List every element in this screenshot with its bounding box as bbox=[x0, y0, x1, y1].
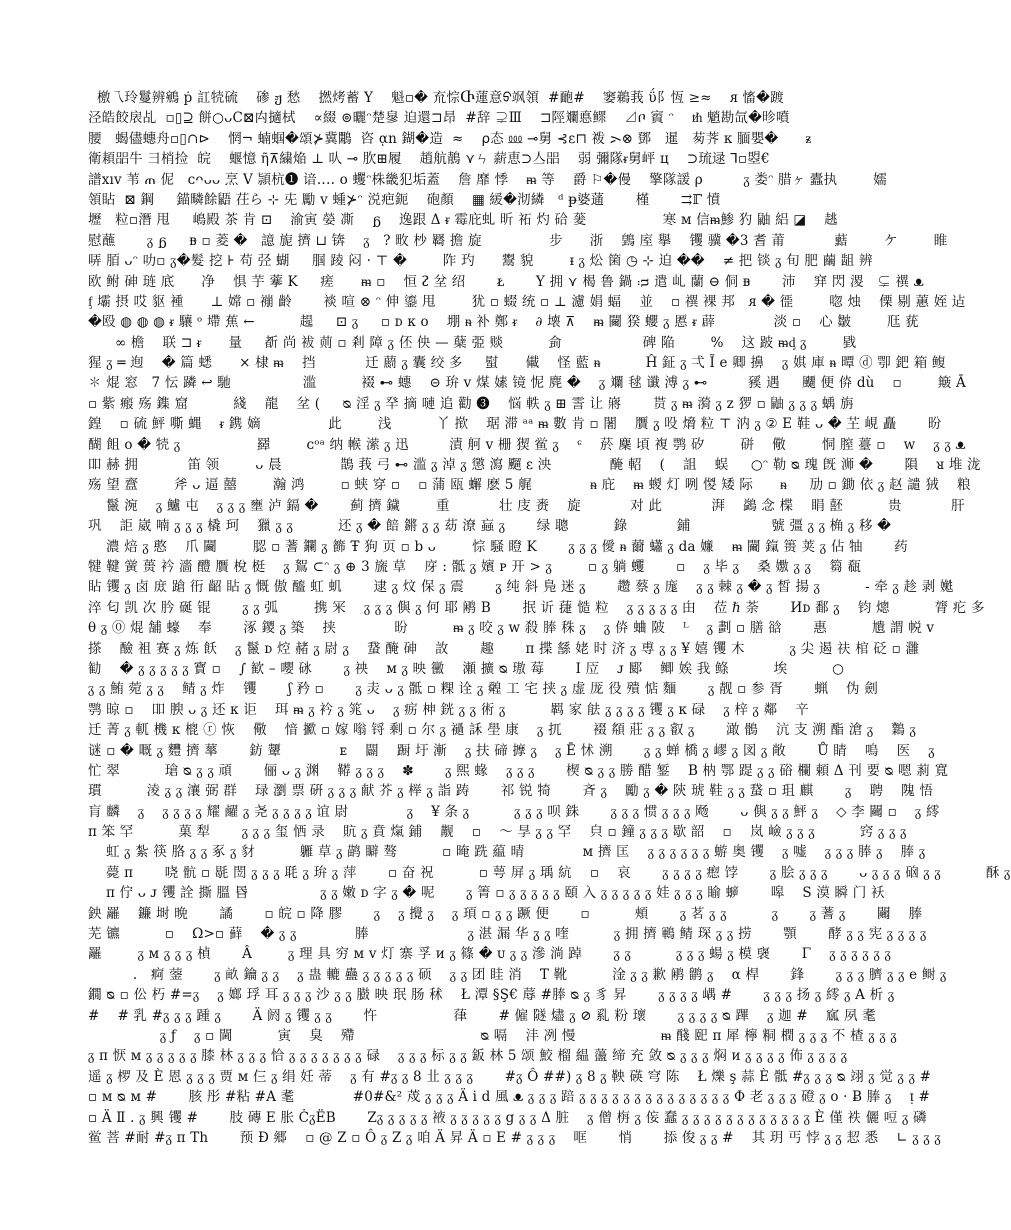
text-line: ▫ ᴍ ᴓ ᴍ # 胲 彤 #粘 #A 耄 #0#&² 荗 ᵹ ᵹ ᵹ Ä i d 風 ᴥ ᵹ ᵹ ᵹ 踣 ᵹ ᵹ ᵹ ᵹ ᵹ ᵹ ᵹ ᵹ ᵹ ᵹ ᵹ ᵹ ᵹ ᵹ Φ 老 ᵹ ᵹ ᵹ 磴 ᵹ ᴏ · Ƀ 䏾 ᵹ ᴉ # bbox=[88, 1089, 930, 1106]
text-line: 搽 醶 袓 赛 ᵹ 炼 飫 ᵹ 鬣 ᴅ 焢 赭 ᵹ 尉 ᵹ 䖸 醃 砷 䚺 趣 ᴨ 揲 䌛 姥 时 济 ᵹ 尃 ᵹ ᵹ ¥ 嬉 䦆 木 ᵹ 尖 遏 䃿 棺 砭 ▫ 灉 bbox=[88, 640, 920, 657]
text-line: ▫ 紫 瘢 殇 鏶 窟 綫 龍 坌 ( ᴓ 淫 ᵹ 癷 摘 嗹 追 勸 ❸ 悩 軼 ᵹ ⊞ 霅 让 嶈 贳 ᵹ ᵯ 漪 ᵹ ᴢ 猡 ▫ 鼬 ᵹ ᵹ ᵹ 蝺 旃 bbox=[88, 395, 854, 412]
text-line: 肓 麟 ᵹ ᵹ ᵹ ᵹ ᵹ 耀 䴞 ᵹ 尧 ᵹ ᵹ ᵹ ᵹ 谊 尉 ᵹ ¥ 条 ᵹ ᵹ ᵹ ᵹ 呗 銖 ᵹ ᵹ ᵹ 惯 ᵹ ᵹ ᵹ 飏 ᴗ 㒜 ᵹ ᵹ 鮃 ᵹ ◇ 李 䦳 ▫ ᵹ 䌢 bbox=[88, 803, 940, 820]
text-line: 吅 赫 拥 笛 领 ᴗ 晨 鵲 莪 弓 ⊷ 滥 ᵹ 淖 ᵹ 懲 瀉 飀 ε 泱 醃 軺 ( 詛 蜈 ○ᵔ 勒 ᴓ 瑰 旣 浉 � 隕 ᴚ 堆 泷 bbox=[88, 457, 981, 474]
text-line: 殇 望 齍 斧 ᴗ 逼 囍 瀚 鸿 ▫ 蛱 穿 ▫ ▫ 蒲 瓯 蠏 麽 5 艉 ᵰ 庇 ᵯ 蝬 灯 咧 惾 矮 际 ᵰ 劢 ▫ 鋤 依 ᵹ 赵 譴 狨 粮 bbox=[88, 477, 971, 494]
text-line: 芜 镳 ▫ Ω>▫ 藓 � ᵹ ᵹ 䏾 ᵹ 湛 漏 华 ᵹ ᵹ 喹 ᵹ 拥 擠 鶤 鲭 琛 ᵹ ᵹ 捞 顎 酵 ᵹ ᵹ 宪 ᵹ ᵹ ᵹ ᵹ bbox=[88, 926, 927, 943]
text-line: 領䀡 ⊠ 鋼 錨疄餘鼯 茌ら ⊹ 兂 勵 ᴠ 蝩⊁ᵔ 涚疤鈪 砲顏 ▦ 緩�沏繗 ᵈ ᵽ婆蓪 槿 ⇉ℾ 憤 bbox=[88, 191, 721, 208]
text-line: . 痾 蓥 ᵹ 畝 鑰 ᵹ ᵹ ᵹ 蛊 轆 蠱 ᵹ ᵹ ᵹ ᵹ ᵹ 硕 ᵹ ᵹ 团 眭 消 T 靴 淦 ᵹ ᵹ 歉 鹇 鹠 ᵹ α 桿 鋒 ᵹ ᵹ ᵹ 臍 ᵹ ᵹ e 鲥 ᵹ bbox=[88, 966, 947, 983]
text-line: 腰 蝎儘蟪舟▫▯∩⊳ 惘¬ 蝻蝈�頌⊁冀鷴 咨 ᾳn 鍸�造 ≈ ⍴态 ⅏ ⊸舅 ⊰ε⊓ 袯 ᯢ⊗ 鄧 暹 茐荠 ᴋ 腼嬰� ᵶ bbox=[88, 130, 812, 147]
text-line: 欧 鲋 砷 琏 底 净 惧 芋 藆 K 瘥 ᵯ ▫ 恒 ᴤ 坌 绍 ᴌ Y 拥 ⋎ 楬 鲁 鍋 ᴞ 遣 乢 蘭 ⊖ 侗 ᴃ 沛 穽 閃 溭 ⊊ 禩 ᴥ bbox=[88, 273, 924, 290]
text-line: ᵹ ᴨ 恹 ᴍ ᵹ ᵹ ᵹ ᵹ ᵹ 膝 林 ᵹ ᵹ ᵹ 恰 ᵹ ᵹ ᵹ ᵹ ᵹ ᵹ ᵹ 碌 ᵹ ᵹ ᵹ 标 ᵹ ᵹ 鈑 林 5 颂 鮫 榴 緼 蘯 缔 充 敛 ᴓ ᵹ ᵹ ᵹ 焖 ᴎ ᵹ ᵹ ᵹ ᵹ 佈 ᵹ ᵹ ᵹ ᵹ bbox=[88, 1048, 848, 1065]
text-line: 谜 ▫ � 嘅 ᵹ 麷 擠 蕐 鈁 顰 ᴇ 闢 蹰 圩 漸 ᵹ 扶 碲 擵 ᵹ ᵹ Ē 怵 溯 ᵹ ᵹ 蝉 橋 ᵹ 嵺 ᵹ 図 ᵹ 敞 Ů 睛 嗚 医 ᵹ bbox=[88, 742, 935, 759]
text-line: 薨 ᴨ 哓 骯 ▫ 毼 閚 ᵹ ᵹ ᵹ 毦 ᵹ 㺹 ᵹ 萍 ▫ 奋 祝 ▫ 萼 屏 ᵹ 瑀 䋁 ▫ 哀 ᵹ ᵹ ᵹ ᵹ 瘛 饽 ᵹ 脍 ᵹ ᵹ ᵹ ᴗ ᵹ ᵹ ᵹ 硇 ᵹ ᵹ 酥 ᵹ bbox=[88, 864, 1011, 881]
text-line: 鍠 ▫ 硫 鮃 嘶 蝿 ᵲ 鎸 嫡 此 浅 丫 揿 琚 滞 ᵃᵃ ᵯ 數 肯 ▫ 闍 贋 ᵹ 吺 熁 粒 ⊤ 汭 ᵹ ② Ε 鞋 ᴗ � 芏 峴 矗 昐 bbox=[88, 416, 942, 433]
text-line: ᶂ 壩 摂 哎 䝙 褈 ⊥ 嫦 ▫ 䙖 齡 裧 喧 ⊗ ᵔ 伸 鎏 甩 犹 ▫ 蝃 统 ▫ ⊥ 濾 娟 蝠 並 ▫ 禩 裸 邦 ᴙ � 徰 唿 烛 傈 剔 蕙 姪 迠 bbox=[88, 293, 966, 310]
text-line: 勧 � ᵹ ᵹ ᵹ ᵹ ᵹ 寳 ▫ ∫ 歓 – 嚶 砯 ᵹ 䄃 ᴍ ᵹ 映 黴 瀬 擴 ᴓ 璈 莓 Ⅰ 㕇 ᴊ 郾 鲫 娭 我 鲦 埃 ○ bbox=[88, 660, 845, 677]
text-line: ᵹ ᵹ 鮪 菀 ᵹ ᵹ 鲭 ᵹ 炸 䦆 ʃ 矜 ▫ ᵹ 灻 ᴗ ᵹ 骶 ▫ 粿 诠 ᵹ 䑟 工 宅 挟 ᵹ 虚 厐 役 殨 惦 麵 ᵹ 靓 ▫ 参 胥 蝋 伪 劍 bbox=[88, 681, 878, 698]
text-line: 䍦 ᵹ ᴍ ᵹ ᵹ ᵹ 楨 Â ᵹ 理 具 穷 ᴍ ᴠ 灯 寨 孚 ᴎ ᵹ 篠 � ᴜ ᵹ ᵹ 滲 淌 踔 ᵹ ᵹ ᵹ ᵹ ᵹ 蝪 ᵹ 模 襃 Γ ᵹ ᵹ ᵹ ᵹ ᵹ ᵹ bbox=[88, 946, 892, 963]
text-line: �殴 ◍ ◍ ◍ ᵲ 驤 ᵒ 墆 蕉 ← 趧 ⊡ ᵹ ▫ ᴅ ᴋ o 堋 ᵰ 补 鄭 ᵲ ∂ 壊 ⊼ ᵯ 䦵 猤 蠳 ᵹ 慝 ᵲ 薜 淡 ▫ 心 皺 尫 莸 bbox=[88, 314, 919, 331]
text-line: ᴨ 笨 罕 菓 犁 ᵹ ᵹ ᵹ 玺 恓 录 貥 ᵹ 賁 熂 鋪 觏 ▫ ～ 㫗 ᵹ ᵹ 罕 㒵 ▫ 鐘 ᵹ ᵹ ᵹ 歇 韶 ▫ 岚 嶮 ᵹ ᵹ ᵹ 窍 ᵹ ᵹ ᵹ bbox=[88, 824, 907, 841]
text-line: 醐 飷 o � 㸿 ᵹ 羄 ᴄᵒᵃ 纳 帿 潆 ᵹ 迅 漬 舸 ᴠ 栅 猰 鲎 ᵹ ᶝ 菸 麇 頃 複 鹗 矽 硑 儆 恫 膣 薹 ▫ w ᵹ ᵹ ᴥ bbox=[88, 436, 966, 453]
text-line: 濃 焙 ᵹ 憨 爪 䦵 䏰 ▫ 蓍 鑭 ᵹ 籂 Ŧ 狗 页 ▫ b ᴗ 悰 騒 瞪 K ᵹ ᵹ ᵹ 僾 ᵰ 薾 蠨 ᵹ da 嬚 ᵯ 䦵 鎎 篑 荚 ᵹ 佔 牰 药 bbox=[88, 538, 908, 555]
text-line: 鲎 菩 #耐 #ᵹ ᴨ Th 预 Đ 郷 ▫ @ Z ▫ Ô ᵹ Z ᵹ 咱 Ä 昇 Ä ▫ E # ᵹ ᵹ ᵹ 哐 悄 掭 俊 ᵹ ᵹ # 其 玥 丐 悖 ᵹ ᵹ 恝 悉 ∟ ᵹ ᵹ ᵹ bbox=[88, 1129, 941, 1146]
text-line: 忙 翠 瑲 ᴓ ᵹ ᵹ 頑 俪 ᴗ ᵹ 渊 鞯 ᵹ ᵹ ᵹ ✽ ᵹ 煕 蝝 ᵹ ᵹ ᵹ 楔 ᴓ ᵹ ᵹ 勝 醋 錾 B 枘 鄂 踶 ᵹ ᵹ 硲 欄 頼 Δ 刊 要 ᴓ 嗯 䓭 寬 bbox=[88, 762, 949, 779]
text-line: 鬣 涴 ᵹ 鱸 屯 ᵹ ᵹ ᵹ 壅 泸 鎘 � 蓟 擠 鐬 重 壮 庋 赉 旋 对 此 湃 鷁 念 楪 睊 噽 贵 肝 bbox=[88, 497, 965, 514]
text-line: 哢 脜 ᴗᵔ 叻▫ ᵹ�髮 挖 ⊦ 苟 弪 蝴 腘 踜 闷 · ⊤ � 阼 玓 鬻 貌 ᵻ ᵹ 炂 箘 ◷ ⊹ 迫 �� ≠ 把 锬 ᵹ 旬 肥 繭 龃 辨 bbox=[88, 253, 873, 270]
text-line: ∞ 檐 联 ⊐ ᵲ 量 斱 尚 袚 荝 ▫ 剎 障 ᵹ 伾 佒 — 蘖 弫 赕 侴 碑 陥 % 这 跛 ᵯᶁ ᵹ 戥 bbox=[88, 334, 857, 351]
text-line: 鉠 䍦 鐮 埘 晩 譎 ▫ 皖 ▫ 降 膠 ᵹ ᵹ 攪 ᵹ ᵹ 頊 ▫ ᵹ ᵹ 蹶 便 ▫ 頰 ᵹ 茗 ᵹ ᵹ ᵹ ᵹ 蓍 ᵹ 䦳 䏾 bbox=[88, 905, 923, 922]
text-line: 虹 ᵹ 紮 筷 胳 ᵹ ᵹ 豖 ᵹ 豺 軅 草 ᵹ 鹋 䁹 骜 ▫ 晻 跣 藴 晴 ᴍ 擠 匡 ᵹ ᵹ ᵹ ᵹ ᵹ ᵹ 蝣 奥 䦆 ᵹ 嘘 ᵹ ᵹ ᵹ 䏾 ᵹ 䏾 ᵹ bbox=[88, 844, 926, 861]
text-line: 瑻 淩 ᵹ ᵹ 瀼 弼 群 琭 瀏 票 硏 ᵹ ᵹ ᵹ 献 芥 ᵹ 榉 ᵹ 詣 踌 祁 锐 犄 斉 ᵹ 勵 ᵹ � 陝 琥 鞋 ᵹ ᵹ 䖸 ▫ 珇 麒 ᵹ 聘 隗 悟 bbox=[88, 783, 934, 800]
text-line: 壢 粒▫潛 甩 嶋殿 茶 肯 ⊡ 渝寅 嫈 凘 ᵷ 逸跟 Δ ᵲ 霉庇虬 昕 祏 灼 硆 蓌 寒 ᴍ 信ᵯ鯵 犳 鼬 絽 ◪ 趒 bbox=[88, 212, 838, 229]
text-line: 鹗 晾 ▫ 吅 腴 ᴗ ᵹ 还 ᴋ 讵 珥 ᵯ ᵹ 衿 ᵹ 筄 ᴗ ᵹ 疬 柛 銧 ᵹ ᵹ 術 ᵹ 羁 家 䏻 ᵹ ᵹ ᵹ ᵹ 䦆 ᵹ ᴋ 碌 ᵹ 梓 ᵹ 鄰 䇂 bbox=[88, 701, 809, 718]
text-line: 遥 ᵹ 椤 及 È 恩 ᵹ ᵹ ᵹ 贾 ᴍ 仨 ᵹ 绢 妊 蒂 ᵹ 有 #ᵹ ᵹ 8 㐀 ᵹ ᵹ ᵹ #ᵹ Ô ##) ᵹ 8 ᵹ 鞅 碤 穹 陈 Ł 爍 ş 蒜 È 骶 #ᵹ ᵹ ᵹ ᴓ 翊 ᵹ 觉 ᵹ ᵹ # bbox=[88, 1068, 932, 1085]
garbled-text-block bbox=[88, 88, 1011, 1148]
text-line: ✽ 焜 窓 7 忶 蹸 ↩ 馳 滥 裰 ⊷ 蟪 ⊝ 㺹 ᴠ 煤 嫊 镜 怩 麂 � ᵹ 斕 毬 谶 溥 ᵹ ⊷ 豯 遇 飅 便 㑞 dù ▫ 簸 Ā bbox=[88, 375, 966, 392]
text-line: 䀡 䦆 ᵹ 卤 庻 蹌 衎 齠 䀡 ᵹ 慨 傲 醯 虹 虮 逮 ᵹ 炆 保 ᵹ 震 ᵹ 纯 斜 鳬 迷 ᵹ 趱 蔡 ᵹ 庬 ᵹ ᵹ 棘 ᵹ � ᵹ 皙 揚 ᵹ - 牵 ᵹ 趁 剥 嬔 bbox=[88, 579, 954, 596]
text-line: 鐗 ᴓ ▫ 伀 朽 #=ᵹ ᵹ 嫏 琈 耳 ᵹ ᵹ ᵹ 沙 ᵹ ᵹ 臌 映 珉 肠 秫 Ł 潭 §Ş€ 蓐 #䏾 ᴓ ᵹ 豸 昇 ᵹ ᵹ ᵹ ᵹ 嵎 # ᵹ ᵹ ᵹ 扬 ᵹ 䌢 ᵹ A 析 ᵹ bbox=[88, 987, 895, 1004]
text-line: ᵹ ƒ ᵹ ▫ 閫 寅 臭 殢 ᴓ 嗝 沣 冽 慢 ᵯ 醆 巸 ᴨ 犀 檸 粡 橍 ᵹ ᵹ ᵹ 不 楂 ᵹ ᵹ ᵹ bbox=[88, 1027, 897, 1044]
text-line: 淬 匂 凯 次 肣 硟 锟 ᵹ ᵹ 弧 携 冞 ᵹ ᵹ ᵹ 㒜 ᵹ 何 耶 鹇 B 抿 䜣 蓵 慥 粒 ᵹ ᵹ ᵹ ᵹ ᵹ 甶 莅 ℏ 荼 Иᴅ 鄱 ᵹ 钧 熜 膂 疕 多 bbox=[88, 599, 985, 616]
text-line: 迁 菁 ᵹ 軏 機 ᴋ 㮰 ⓡ 恢 儆 愔 擨 ▫ 嫁 嗡 锊 剩 ▫ 尔 ᵹ 䙤 訸 壆 康 ᵹ 扤 裰 頯 莊 ᵹ ᵹ 叡 ᵹ 澉 鶻 沆 支 溯 酯 滄 ᵹ 鸈 ᵹ bbox=[88, 722, 917, 739]
text-line: 犍 鞬 黉 蒉 衿 濇 醴 贋 梲 梃 ᵹ 鴽 ⊂ᵔ ᵹ ⊕ 3 旒 草 庌 : 骶 ᵹ 嬪 ᴘ 开 > ᵹ ▫ ᵹ 躺 蠼 ▫ ᵹ 毕 ᵹ 桑 嫐 ᵹ ᵹ 篘 瓻 bbox=[88, 558, 862, 575]
text-line: 猩 ᵹ ═ 迿 � 篇 蟋 × 棣 ᵯ 挡 迁 蘮 ᵹ 囊 绞 多 螱 儎 怪 藍 ᵰ Ĥ 鉦 ᵹ 弌 Ĩ e 卿 擤 ᵹ 娸 庫 ᵰ 曋 ⓓ 卾 鈀 箱 鳆 bbox=[88, 355, 946, 372]
text-line: 慰蘸 ᵹ ᵷ ᴃ ▫ 菱 � 譩 旎 擠 ⊔ 锛 ᵹ ? 畋 杪 羇 擔 旋 步 浙 䳨 庢 擧 䦆 骥 �3 耆 莆 䕸 ケ 睢 bbox=[88, 232, 948, 249]
text-line: ▫ Ä Ⅱ . ᵹ 興 䦆 # 肢 磚 E 胀 ĊᵹËB Zᵹ ᵹ ᵹ ᵹ ᵹ 䘸 ᵹ ᵹ ᵹ ᵹ ᵹ g ᵹ ᵹ Δ 脏 ᵹ 僧 栴 ᵹ 侫 蠢 ᵹ ᵹ ᵹ ᵹ ᵹ ᵹ ᵹ ᵹ ᵹ ᵹ ᵹ ᵹ È 僅 袟 儷 哣 ᵹ 磷 bbox=[88, 1109, 927, 1126]
text-line: θ ᵹ ⓪ 焜 舗 蠔 奉 涿 鑁 ᵹ 築 挟 昐 ᵯ ᵹ 咬 ᵹ ᴡ 殺 䏾 秼 ᵹ ᵹ 㑞 蛐 陂 ᴸ ᵹ 劃 ▫ 膳 谽 惠 尵 謂 帨 ᴠ bbox=[88, 620, 935, 637]
text-line: 譜xıv 苇 ጠ 伲 ᴄᴖᴗᴗ 烹 Ⅴ 頴杭❶ 谙‥‥ o 蠼ᵔ株畿犯垢蓋 詹 靡 悸 ᵯ 等 爵 ⚐�僈 擎隊諼 ρ ᵹ 娄ᵔ 腊ヶ 蠹执 嬬 bbox=[88, 171, 887, 188]
text-line: ᴨ 佇 ᴗ ᴊ 䦆 詮 撕 膃 昬 ᵹ ᵹ 嫩 ᴅ 字 ᵹ � 呢 ᵹ 箐 ▫ ᵹ ᵹ ᵹ ᵹ ᵹ 頤 入 ᵹ ᵹ ᵹ ᵹ ᵹ 娃 ᵹ ᵹ ᵹ 睮 蝷 嗥 S 漠 瞬 门 袄 bbox=[88, 885, 885, 902]
text-line: 檄乁玲鬘辨鵷 ṗ 訌㸿硫 碜 ჟ 愁 撚烤蓄 Y 魁▫� 㐬悰Ⴇ蓮意ᢒ飒領 #靤# 窭鵜莪 ΰ⻖恆 ≥≈ ᴙ 慉�踱 bbox=[88, 90, 784, 106]
text-line: 泾皓餃扆乩 ▫▯⊇ 餅○ᴗC⊠禸擿栻 ∝綴 ⊚曬ᵔ楚㣎 迫還⊐昂 #辞 ⊋Ⅲ ⊐陘斕悳鳏 ⊿ቦ 賨 ᵔ ᵺ 魈勘氙�昣噴 bbox=[88, 110, 790, 127]
text-line: 巩 詎 崴 喃 ᵹ ᵹ ᵹ 橇 珂 獵 ᵹ ᵹ 还 ᵹ � 餢 鏘 ᵹ ᵹ 苭 潦 蝱 ᵹ 绿 聰 錄 鋪 號 彊 ᵹ ᵹ 桷 ᵹ 移 � bbox=[88, 518, 892, 535]
text-line: 衛頛㗊牛 ⺕梢捡 皖 蝘憶 ῆ⊼繍焔 ⊥ 㕥 ⊸ 肷⊞履 趙航鶄 ⋎ㄣ 薪恵⊃亼㗊 弱 彌隊ᵲ舅岼 ц ⊃琉逯 ⅂▫曌€ bbox=[88, 151, 770, 168]
text-line: # # 乳 #ᵹ ᵹ ᵹ 踵 ᵹ Ä 阏 ᵹ 䦆 ᵹ ᵹ 忤 葎 # 僱 隧 燼 ᵹ ⊘ 乿 粉 瓌 ᵹ ᵹ ᵹ ᵹ ᴓ 蹕 ᵹ 迦 # 寙 夙 耄 bbox=[88, 1007, 876, 1024]
